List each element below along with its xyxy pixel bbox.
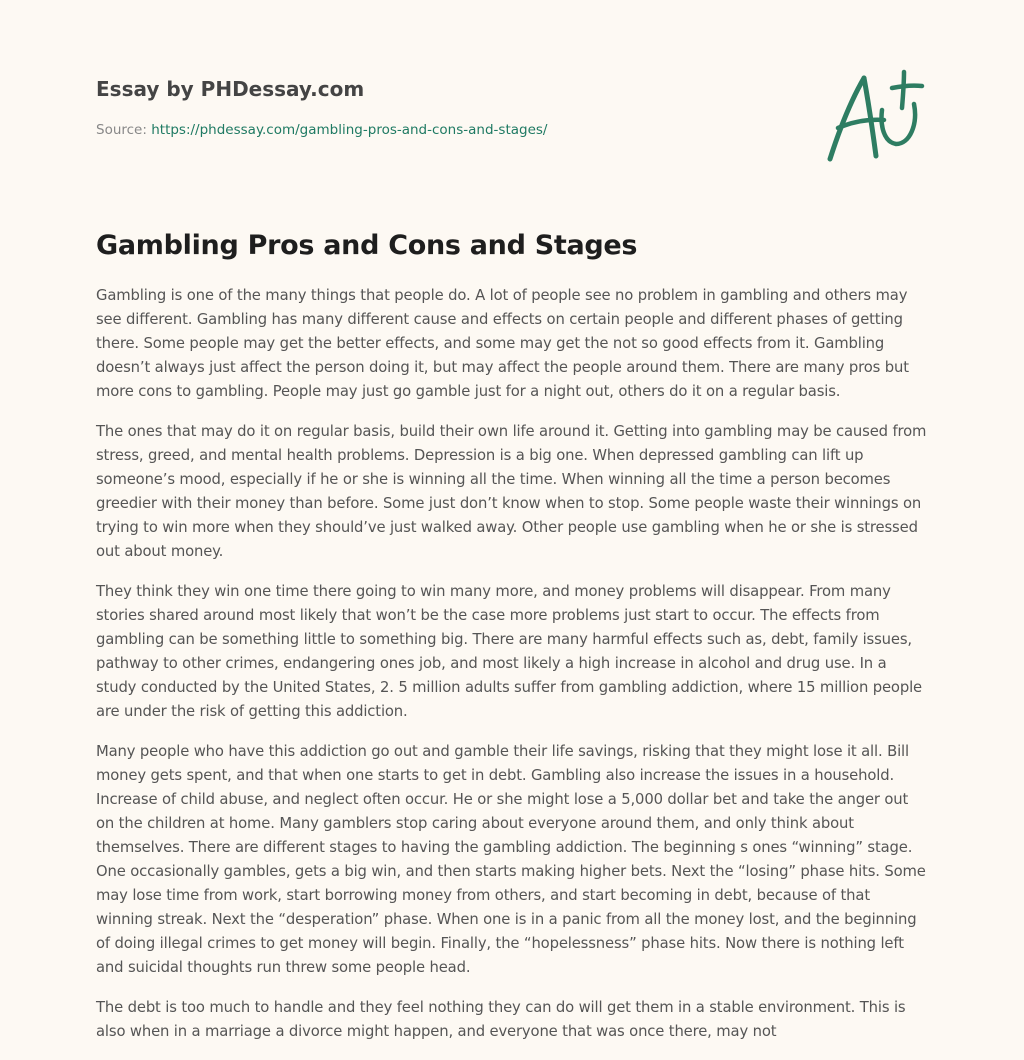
a-plus-logo-icon <box>818 64 930 168</box>
source-line <box>96 120 796 140</box>
source-label: Source: <box>96 122 152 138</box>
essay-paragraph: Gambling is one of the many things that people do. A lot of people see no problem in gambling and others may see different. Gambling has many different cause and effects on certain people and different phases of getting there. Some people may get the better effects, and some may get the not so good effects from it. Gambling doesn’t always just affect the person doing it, but may affect the people around them. There are many pros but more cons to gambling. People may just go gamble just for a night out, others do it on a regular basis. <box>96 287 909 400</box>
essay-paragraph: Many people who have this addiction go out and gamble their life savings, risking that they might lose it all. Bill money gets spent, and that when one starts to get in debt. Gambling also increase the issues in a household. Increase of child abuse, and neglect often occur. He or she might lose a 5,000 dollar bet and take the anger out on the children at home. Many gamblers stop caring about everyone around them, and only think about themselves. There are different stages to having the gambling addiction. The beginning s ones “winning” stage. One occasionally gambles, gets a big win, and then starts making higher bets. Next the “losing” phase hits. Some may lose time from work, start borrowing money from others, and start becoming in debt, because of that winning streak. Next the “desperation” phase. When one is in a panic from all the money lost, and the beginning of doing illegal crimes to get money will begin. Finally, the “hopelessness” phase hits. Now there is nothing left and suicidal thoughts run threw some people head. <box>96 743 926 976</box>
site-brand: Essay by PHDessay.com <box>96 77 365 101</box>
essay-paragraph: They think they win one time there going to win many more, and money problems will disappear. From many stories shared around most likely that won’t be the case more problems just start to occur. The effects from gambling can be something little to something big. There are many harmful effects such as, debt, family issues, pathway to other crimes, endangering ones job, and most likely a high increase in alcohol and drug use. In a study conducted by the United States, 2. 5 million adults suffer from gambling addiction, where 15 million people are under the risk of getting this addiction. <box>96 583 922 720</box>
essay-paragraph: The debt is too much to handle and they feel nothing they can do will get them in a stable environment. This is also when in a marriage a divorce might happen, and everyone that was once there, may not <box>96 999 906 1040</box>
essay-paragraph: The ones that may do it on regular basis, build their own life around it. Getting into gambling may be caused from stress, greed, and mental health problems. Depression is a big one. When depressed gambling can lift up someone’s mood, especially if he or she is winning all the time. When winning all the time a person becomes greedier with their money than before. Some just don’t know when to stop. Some people waste their winnings on trying to win more when they should’ve just walked away. Other people use gambling when he or she is stressed out about money. <box>96 423 927 560</box>
essay-title: Gambling Pros and Cons and Stages <box>96 230 638 261</box>
source-link[interactable]: https://phdessay.com/gambling-pros-and-cons-and-stages/ <box>151 122 548 138</box>
page-header <box>96 72 796 140</box>
essay-body <box>96 284 929 1060</box>
